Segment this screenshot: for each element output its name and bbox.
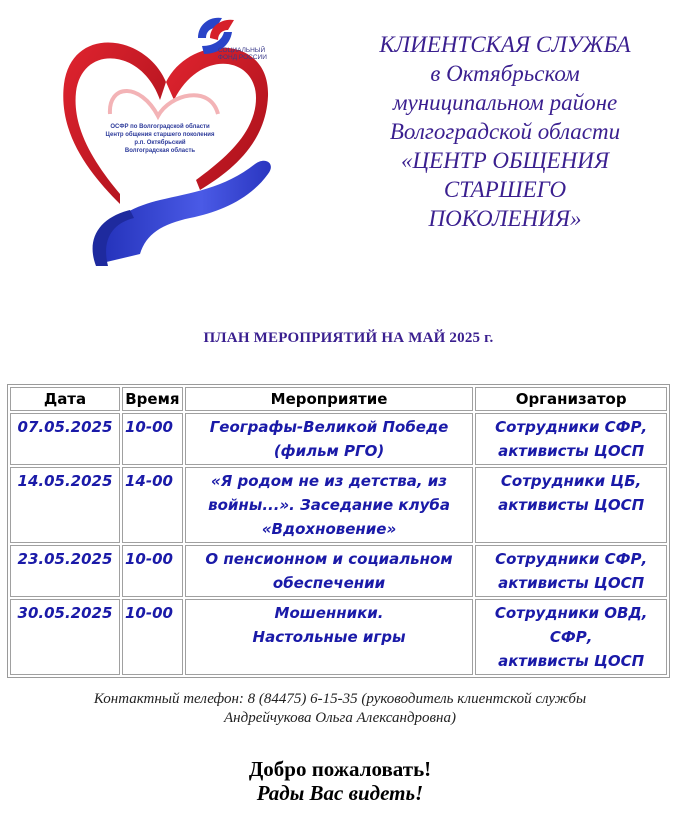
plan-title: ПЛАН МЕРОПРИЯТИЙ НА МАЙ 2025 г. <box>203 330 494 346</box>
cell-time: 14-00 <box>122 467 183 543</box>
cell-organizer <box>475 413 667 465</box>
logo-text-line-2: Центр общения старшего поколения <box>105 132 215 138</box>
table-row <box>10 599 667 675</box>
header-event: Мероприятие <box>185 387 474 411</box>
title-line: СТАРШЕГО <box>443 177 567 202</box>
logo-text-line-4: Волгоградская область <box>124 148 196 154</box>
fund-name-line-1: СОЦИАЛЬНЫЙ <box>218 47 266 54</box>
title-line: КЛИЕНТСКАЯ СЛУЖБА <box>379 32 631 57</box>
cell-organizer <box>475 599 667 675</box>
title-line: ПОКОЛЕНИЯ» <box>428 206 582 231</box>
event-line: Географы-Великой Победе <box>209 418 449 436</box>
cell-date: 14.05.2025 <box>10 467 120 543</box>
table-row <box>10 467 667 543</box>
header-date: Дата <box>10 387 120 411</box>
event-line: войны...». Заседание клуба <box>208 496 450 514</box>
title-line: Волгоградской области <box>389 119 621 144</box>
welcome-message <box>0 757 680 805</box>
organizer-line: Сотрудники СФР, <box>495 550 648 568</box>
cell-date: 30.05.2025 <box>10 599 120 675</box>
event-line: обеспечении <box>272 574 386 592</box>
table-row <box>10 545 667 597</box>
cell-organizer <box>475 545 667 597</box>
organizer-line: Сотрудники СФР, <box>495 418 648 436</box>
welcome-line-1: Добро пожаловать! <box>248 757 432 781</box>
cell-event <box>185 599 474 675</box>
contact-info <box>30 690 650 728</box>
organizer-line: активисты ЦОСП <box>498 574 645 592</box>
organizer-line: активисты ЦОСП <box>498 442 645 460</box>
logo-text-line-1: ОСФР по Волгоградской области <box>110 124 210 130</box>
event-line: О пенсионном и социальном <box>205 550 453 568</box>
event-line: (фильм РГО) <box>273 442 385 460</box>
organizer-line: Сотрудники ЦБ, <box>500 472 642 490</box>
cell-time: 10-00 <box>122 545 183 597</box>
header-time: Время <box>122 387 183 411</box>
heart-hand-emblem <box>50 4 282 274</box>
header-organizer: Организатор <box>475 387 667 411</box>
cell-time: 10-00 <box>122 599 183 675</box>
events-table <box>7 384 670 678</box>
service-title <box>330 30 680 233</box>
title-line: муниципальном районе <box>392 90 618 115</box>
table-row <box>10 413 667 465</box>
cell-organizer <box>475 467 667 543</box>
cell-event <box>185 413 474 465</box>
cell-event <box>185 467 474 543</box>
fund-name-line-2: ФОНД РОССИИ <box>218 54 267 61</box>
table-header-row <box>10 387 667 411</box>
contact-line: Контактный телефон: 8 (84475) 6-15-35 (руководитель клиентской службы <box>93 691 587 707</box>
logo-text-line-3: р.п. Октябрьский <box>134 140 186 146</box>
event-line: «Вдохновение» <box>261 520 397 538</box>
cell-time: 10-00 <box>122 413 183 465</box>
contact-line: Андрейчукова Ольга Александровна) <box>224 710 456 726</box>
organizer-line: активисты ЦОСП <box>498 652 645 670</box>
welcome-line-2: Рады Вас видеть! <box>256 781 424 805</box>
event-line: Мошенники. <box>274 604 384 622</box>
center-logo <box>50 4 282 274</box>
cell-date: 07.05.2025 <box>10 413 120 465</box>
cell-date: 23.05.2025 <box>10 545 120 597</box>
event-line: Настольные игры <box>252 628 406 646</box>
title-line: в Октябрьском <box>430 61 580 86</box>
title-line: «ЦЕНТР ОБЩЕНИЯ <box>401 148 609 173</box>
cell-event <box>185 545 474 597</box>
event-line: «Я родом не из детства, из <box>211 472 448 490</box>
organizer-line: активисты ЦОСП <box>498 496 645 514</box>
organizer-line: Сотрудники ОВД, СФР, <box>494 604 648 646</box>
